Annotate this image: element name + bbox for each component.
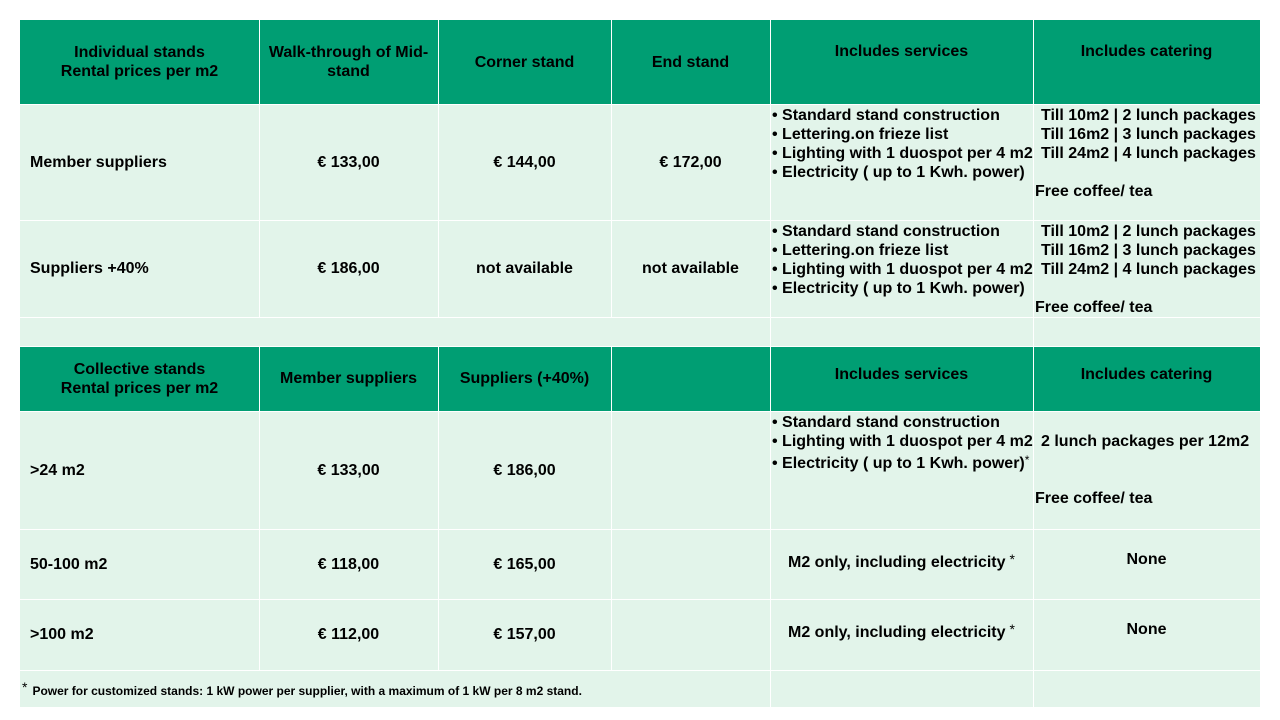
col-row3-member-price: € 112,00	[259, 599, 438, 670]
col-row1-label: >24 m2	[20, 411, 259, 529]
grid-line	[20, 104, 1260, 105]
col-row3-services	[770, 599, 1033, 670]
col-row2-empty	[611, 529, 770, 599]
ind-row2-walk-price: € 186,00	[259, 220, 438, 317]
col-header-rental-line1: Collective stands	[73, 360, 206, 378]
ind-row1-service-item: • Electricity ( up to 1 Kwh. power)	[772, 164, 1025, 181]
col-row1-services	[770, 411, 1033, 529]
grid-line	[611, 346, 612, 670]
spacer-row-left	[20, 317, 770, 346]
ind-row2-services	[770, 220, 1033, 317]
ind-row1-service-item: • Lettering.on frieze list	[772, 126, 949, 143]
grid-line	[20, 670, 1260, 671]
ind-row2-catering-item: Till 24m2 | 4 lunch packages	[1041, 261, 1256, 278]
col-row1-service-asterisk: *	[1024, 453, 1030, 467]
ind-header-services: Includes services	[770, 20, 1033, 104]
ind-row2-catering-extra: Free coffee/ tea	[1035, 299, 1153, 316]
footnote-catering	[1033, 670, 1260, 707]
spacer-row-services	[770, 317, 1033, 346]
grid-line	[20, 529, 1260, 530]
col-row3-label: >100 m2	[20, 599, 259, 670]
grid-line	[259, 20, 260, 317]
ind-header-walk-line2: stand	[327, 63, 370, 80]
ind-row1-end-price: € 172,00	[611, 104, 770, 220]
ind-row2-service-item: • Standard stand construction	[772, 223, 1000, 240]
grid-line	[438, 346, 439, 670]
col-header-suppliers: Suppliers (+40%)	[438, 346, 611, 411]
col-row1-service-item: • Lighting with 1 duospot per 4 m2	[772, 433, 1033, 450]
footnote-text: Power for customized stands: 1 kW power per supplier, with a maximum of 1 kW per 8 m2 stand.	[32, 683, 582, 698]
col-row1-service-item: • Standard stand construction	[772, 414, 1000, 431]
ind-row2-end-price: not available	[611, 220, 770, 317]
ind-header-rental-line1: Individual stands	[74, 44, 205, 61]
ind-row2-corner-price: not available	[438, 220, 611, 317]
grid-line	[611, 20, 612, 317]
col-row2-services-text: M2 only, including electricity	[788, 554, 1006, 571]
col-row2-services	[770, 529, 1033, 599]
ind-row1-catering-extra: Free coffee/ tea	[1035, 183, 1153, 200]
grid-line	[20, 317, 1260, 318]
col-row1-suppliers-price: € 186,00	[438, 411, 611, 529]
col-row3-suppliers-price: € 157,00	[438, 599, 611, 670]
col-row3-empty	[611, 599, 770, 670]
ind-row2-catering-item: Till 16m2 | 3 lunch packages	[1041, 242, 1256, 259]
ind-row2-service-item: • Lighting with 1 duospot per 4 m2	[772, 261, 1033, 278]
grid-line	[770, 20, 771, 707]
ind-row1-catering	[1033, 104, 1260, 220]
col-header-member: Member suppliers	[259, 346, 438, 411]
col-header-rental-line2: Rental prices per m2	[60, 379, 219, 397]
ind-header-walk-line1: Walk-through of Mid-	[268, 44, 429, 61]
ind-header-end: End stand	[611, 20, 770, 104]
col-header-rental	[20, 346, 259, 411]
col-row2-member-price: € 118,00	[259, 529, 438, 599]
ind-row2-catering	[1033, 220, 1260, 317]
ind-row1-label: Member suppliers	[20, 104, 259, 220]
col-header-empty	[611, 346, 770, 411]
grid-line	[20, 220, 1260, 221]
footnote-services	[770, 670, 1033, 707]
col-row1-member-price: € 133,00	[259, 411, 438, 529]
grid-line	[20, 346, 1260, 347]
col-row2-suppliers-price: € 165,00	[438, 529, 611, 599]
col-row1-catering-extra: Free coffee/ tea	[1035, 490, 1153, 507]
grid-line	[438, 20, 439, 317]
footnote-asterisk: *	[22, 678, 28, 695]
col-row2-catering: None	[1033, 529, 1260, 599]
ind-row2-service-item: • Lettering.on frieze list	[772, 242, 949, 259]
ind-row1-services	[770, 104, 1033, 220]
footnote	[20, 670, 770, 707]
col-header-catering: Includes catering	[1033, 346, 1260, 411]
ind-row2-catering-item: Till 10m2 | 2 lunch packages	[1041, 223, 1256, 240]
grid-line	[20, 411, 1260, 412]
ind-row1-service-item: • Standard stand construction	[772, 107, 1000, 124]
spacer-row-catering	[1033, 317, 1260, 346]
ind-header-walk	[259, 20, 438, 104]
ind-row2-label: Suppliers +40%	[20, 220, 259, 317]
ind-header-corner: Corner stand	[438, 20, 611, 104]
col-row1-service-item: • Electricity ( up to 1 Kwh. power)	[772, 455, 1025, 472]
ind-row1-catering-item: Till 24m2 | 4 lunch packages	[1041, 145, 1256, 162]
col-row1-catering	[1033, 411, 1260, 529]
col-header-services: Includes services	[770, 346, 1033, 411]
ind-row1-service-item: • Lighting with 1 duospot per 4 m2	[772, 145, 1033, 162]
ind-header-rental	[20, 20, 259, 104]
ind-row1-corner-price: € 144,00	[438, 104, 611, 220]
col-row3-services-asterisk: *	[1009, 621, 1015, 637]
ind-row2-service-item: • Electricity ( up to 1 Kwh. power)	[772, 280, 1025, 297]
col-row1-catering-item: 2 lunch packages per 12m2	[1041, 433, 1250, 450]
grid-line	[259, 346, 260, 670]
ind-row1-catering-item: Till 16m2 | 3 lunch packages	[1041, 126, 1256, 143]
col-row3-catering: None	[1033, 599, 1260, 670]
ind-row1-walk-price: € 133,00	[259, 104, 438, 220]
grid-line	[1033, 20, 1034, 707]
grid-line	[20, 599, 1260, 600]
ind-header-catering: Includes catering	[1033, 20, 1260, 104]
col-row1-empty	[611, 411, 770, 529]
col-row2-services-asterisk: *	[1009, 551, 1015, 567]
ind-row1-catering-item: Till 10m2 | 2 lunch packages	[1041, 107, 1256, 124]
col-row3-services-text: M2 only, including electricity	[788, 624, 1006, 641]
ind-header-rental-line2: Rental prices per m2	[60, 63, 219, 80]
col-row2-label: 50-100 m2	[20, 529, 259, 599]
